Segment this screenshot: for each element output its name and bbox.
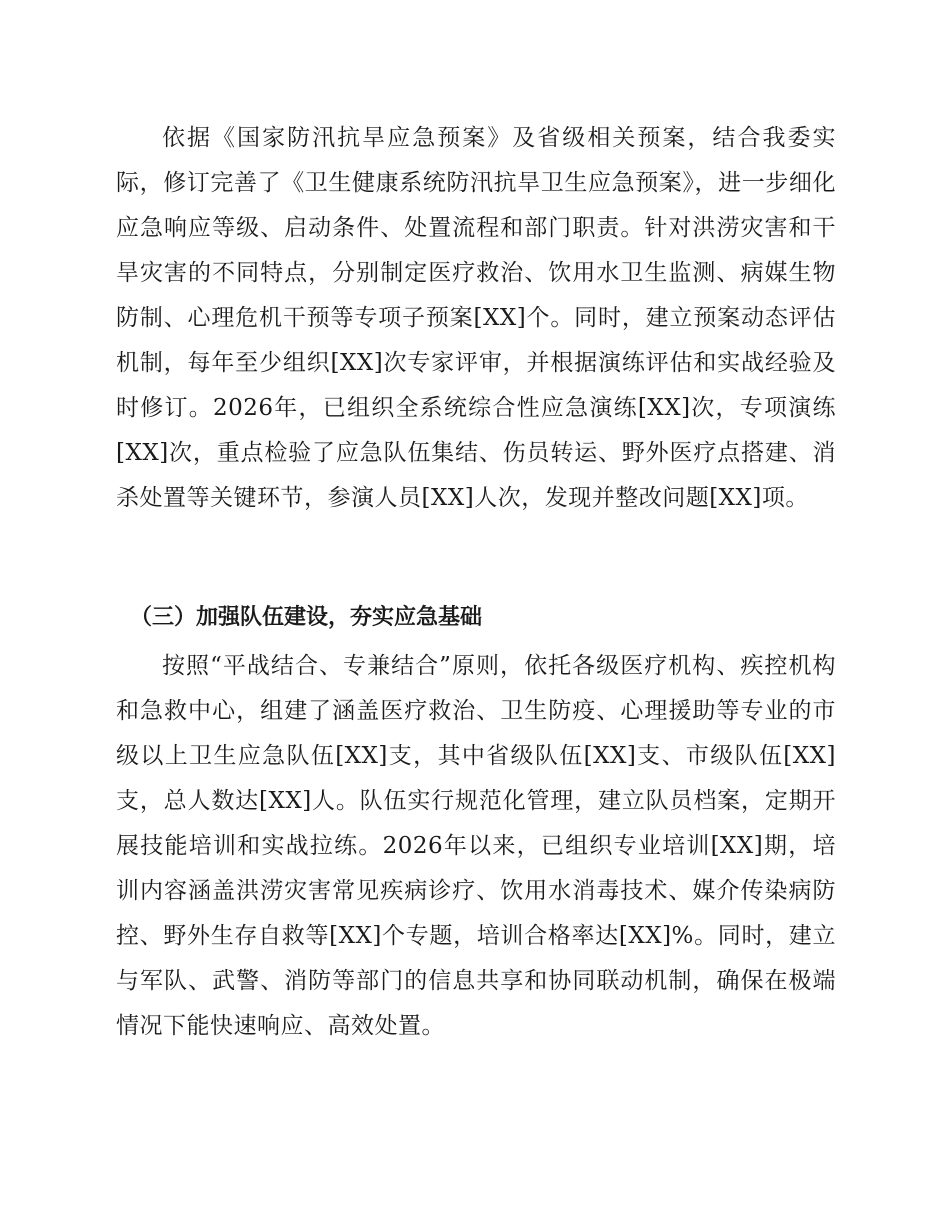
body-paragraph-plan-revision: 依据《国家防汛抗旱应急预案》及省级相关预案，结合我委实际，修订完善了《卫生健康系统防汛抗旱卫生应急预案》，进一步细化应急响应等级、启动条件、处置流程和部门职责。针对洪涝灾害和干旱灾害的不同特点，分别制定医疗救治、饮用水卫生监测、病媒生物防制、心理危机干预等专项子预案[XX]个。同时，建立预案动态评估机制，每年至少组织[XX]次专家评审，并根据演练评估和实战经验及时修订。2026年，已组织全系统综合性应急演练[XX]次，专项演练[XX]次，重点检验了应急队伍集结、伤员转运、野外医疗点搭建、消杀处置等关键环节，参演人员[XX]人次，发现并整改问题[XX]项。 (116, 125, 836, 511)
body-paragraph-team-building: 按照“平战结合、专兼结合”原则，依托各级医疗机构、疾控机构和急救中心，组建了涵盖医疗救治、卫生防疫、心理援助等专业的市级以上卫生应急队伍[XX]支，其中省级队伍[XX]支、市级队伍[XX]支，总人数达[XX]人。队伍实行规范化管理，建立队员档案，定期开展技能培训和实战拉练。2026年以来，已组织专业培训[XX]期，培训内容涵盖洪涝灾害常见疾病诊疗、饮用水消毒技术、媒介传染病防控、野外生存自救等[XX]个专题，培训合格率达[XX]%。同时，建立与军队、武警、消防等部门的信息共享和协同联动机制，确保在极端情况下能快速响应、高效处置。 (116, 653, 836, 1039)
section-heading: （三）加强队伍建设，夯实应急基础 (130, 605, 483, 630)
